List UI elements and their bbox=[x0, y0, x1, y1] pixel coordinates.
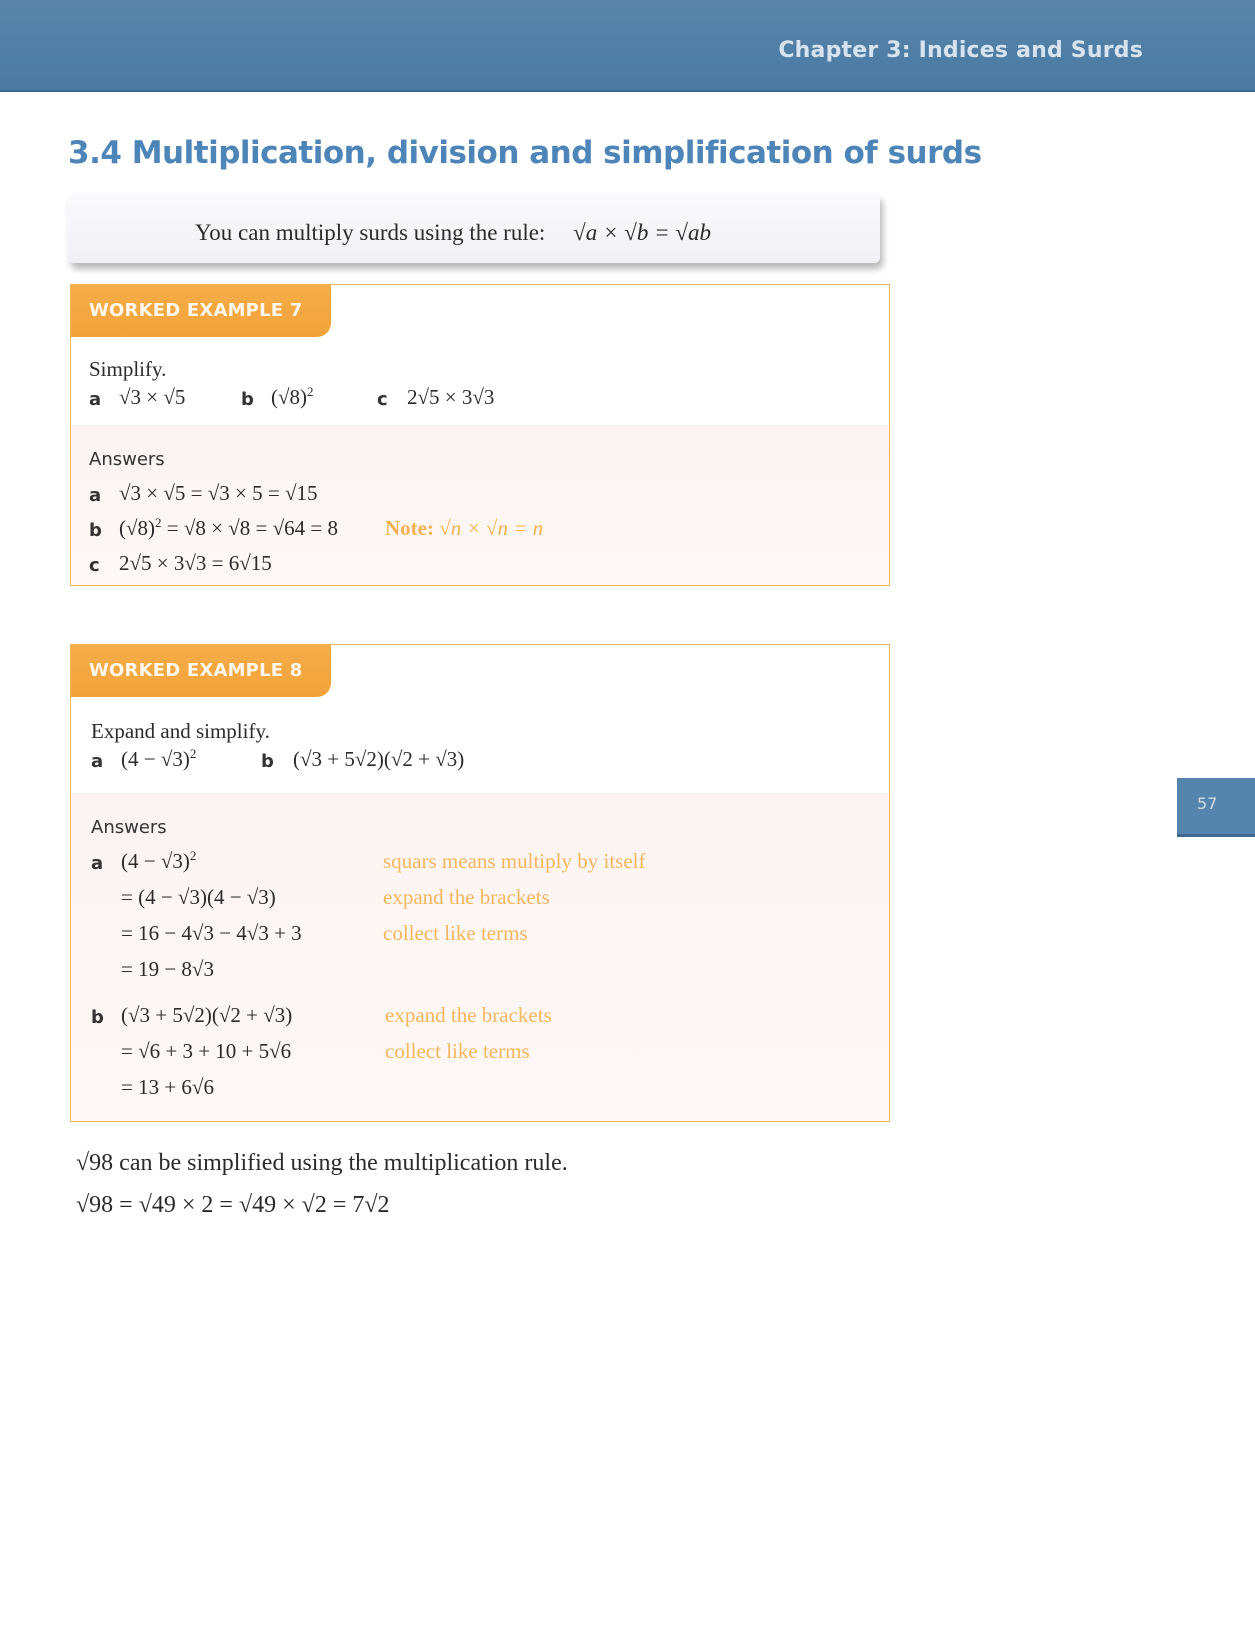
we8-prompt: Expand and simplify. bbox=[91, 719, 270, 743]
we8-q-b-label: b bbox=[261, 751, 274, 772]
we7-q-b-expr bbox=[271, 385, 314, 410]
we7-q-c-expr: 2√5 × 3√3 bbox=[407, 385, 495, 409]
we7-ans-b-label: b bbox=[89, 520, 102, 541]
we7-note-formula: √n × √n = n bbox=[439, 516, 544, 540]
body-line-2: √98 = √49 × 2 = √49 × √2 = 7√2 bbox=[76, 1192, 390, 1218]
we8-part-a-note-1: squars means multiply by itself bbox=[383, 849, 646, 873]
we8-part-a-line-2: = (4 − √3)(4 − √3) bbox=[121, 885, 276, 909]
we7-ans-c-label: c bbox=[89, 555, 100, 576]
section-title: 3.4 Multiplication, division and simplification of surds bbox=[68, 135, 982, 171]
we8-part-a-line-1-base: (4 − √3) bbox=[121, 849, 190, 873]
header-band bbox=[0, 0, 1255, 92]
we8-part-b-note-2: collect like terms bbox=[385, 1039, 530, 1063]
rule-formula: √a × √b = √ab bbox=[573, 220, 711, 245]
chapter-title: Chapter 3: Indices and Surds bbox=[778, 38, 1143, 63]
we8-answers-zone bbox=[71, 793, 889, 1121]
we8-q-a-sup: 2 bbox=[189, 746, 197, 761]
worked-example-8-tag: WORKED EXAMPLE 8 bbox=[71, 645, 331, 697]
we7-q-b-sup: 2 bbox=[307, 384, 314, 399]
worked-example-7 bbox=[70, 284, 890, 586]
we7-answers-zone bbox=[71, 425, 889, 585]
we8-q-b-expr: (√3 + 5√2)(√2 + √3) bbox=[293, 747, 465, 771]
we8-q-a-base: (4 − √3) bbox=[121, 747, 190, 771]
rule-statement: You can multiply surds using the rule: bbox=[195, 220, 546, 245]
we7-ans-b-sup: 2 bbox=[155, 515, 162, 530]
we7-answers-heading: Answers bbox=[89, 449, 165, 470]
we7-q-b-label: b bbox=[241, 389, 254, 410]
page-number: 57 bbox=[1197, 794, 1218, 813]
we7-q-a-label: a bbox=[89, 389, 102, 410]
we8-part-b-line-2: = √6 + 3 + 10 + 5√6 bbox=[121, 1039, 292, 1063]
we8-part-a-line-3: = 16 − 4√3 − 4√3 + 3 bbox=[121, 921, 302, 945]
we8-part-a-line-1-sup: 2 bbox=[189, 848, 197, 863]
we7-prompt: Simplify. bbox=[89, 357, 167, 381]
we8-part-a-note-2: expand the brackets bbox=[383, 885, 550, 909]
we8-part-a-line-1 bbox=[121, 849, 196, 874]
rule-box bbox=[68, 193, 880, 263]
rule-text bbox=[195, 220, 711, 246]
we7-note-title: Note: bbox=[385, 516, 434, 540]
we7-note bbox=[385, 516, 543, 541]
we7-ans-a-label: a bbox=[89, 485, 102, 506]
we8-part-b-line-1: (√3 + 5√2)(√2 + √3) bbox=[121, 1003, 293, 1027]
we8-part-b-label: b bbox=[91, 1007, 104, 1028]
body-line-1: √98 can be simplified using the multiplication rule. bbox=[76, 1150, 568, 1176]
worked-example-7-tag: WORKED EXAMPLE 7 bbox=[71, 285, 331, 337]
we8-answers-heading: Answers bbox=[91, 817, 167, 838]
we7-q-c-label: c bbox=[377, 389, 388, 410]
page-number-tab bbox=[1177, 778, 1255, 837]
we8-part-a-note-3: collect like terms bbox=[383, 921, 528, 945]
we7-q-a-expr: √3 × √5 bbox=[119, 385, 186, 409]
we8-part-b-line-3: = 13 + 6√6 bbox=[121, 1075, 214, 1099]
we7-ans-c-expr: 2√5 × 3√3 = 6√15 bbox=[119, 551, 272, 575]
we7-ans-b-post: = √8 × √8 = √64 = 8 bbox=[161, 516, 338, 540]
we8-part-b-note-1: expand the brackets bbox=[385, 1003, 552, 1027]
we8-part-a-label: a bbox=[91, 853, 104, 874]
we7-q-b-base: (√8) bbox=[271, 385, 308, 409]
we7-ans-a-expr: √3 × √5 = √3 × 5 = √15 bbox=[119, 481, 318, 505]
we7-ans-b-pre: (√8) bbox=[119, 516, 156, 540]
we8-q-a-label: a bbox=[91, 751, 104, 772]
we8-q-a-expr bbox=[121, 747, 196, 772]
we7-ans-b-expr bbox=[119, 516, 338, 541]
we8-part-a-line-4: = 19 − 8√3 bbox=[121, 957, 214, 981]
worked-example-8 bbox=[70, 644, 890, 1122]
